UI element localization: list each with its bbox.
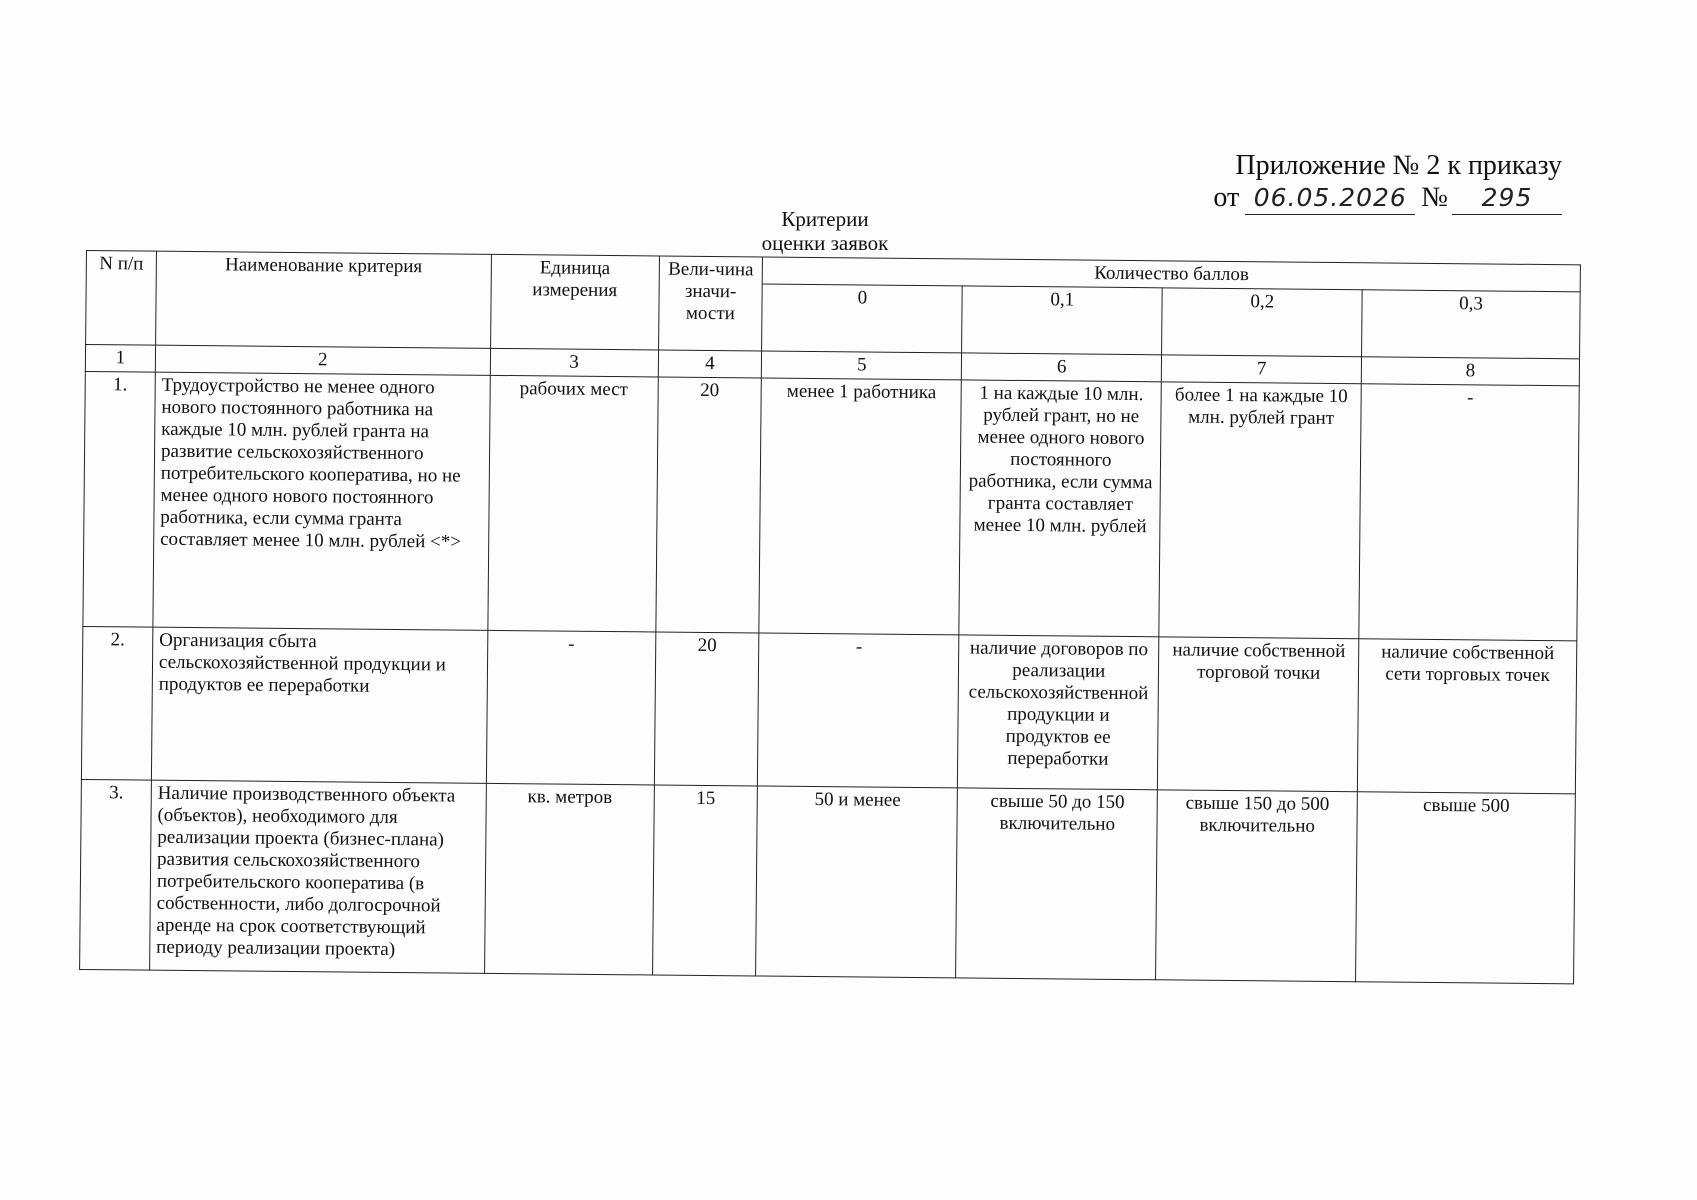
row-points-03: свыше 500 — [1356, 792, 1576, 984]
row-criterion: Организация сбыта сельскохозяйственной продукции и продуктов ее переработки — [151, 627, 487, 783]
appendix-title: Приложение № 2 к приказу — [1235, 150, 1562, 181]
column-number: 8 — [1361, 357, 1579, 386]
row-points-03: наличие собственной сети торговых точек — [1357, 639, 1576, 794]
row-value: 20 — [654, 632, 759, 786]
order-date: 06.05.2026 — [1245, 182, 1415, 215]
row-unit: рабочих мест — [488, 375, 658, 632]
column-number: 7 — [1162, 355, 1362, 384]
row-unit: кв. метров — [484, 783, 654, 975]
header-name: Наименование критерия — [156, 251, 492, 348]
table-row — [80, 779, 1576, 983]
header-points-01: 0,1 — [962, 286, 1163, 355]
number-label: № — [1421, 182, 1448, 213]
column-number: 6 — [962, 353, 1162, 382]
table-row — [81, 626, 1576, 793]
row-criterion: Наличие производственного объекта (объектов), необходимого для реализации проекта (бизнес-плана) развития сельскохозяйственного потребительского кооператива (в собственности, либо долгосрочной аренде на срок соответствующий периоду реализации проекта) — [150, 780, 487, 973]
row-points-0: менее 1 работника — [759, 378, 961, 635]
row-criterion: Трудоустройство не менее одного нового постоянного работника на каждые 10 млн. рублей гранта на развитие сельскохозяйственного потребительского кооператива, но не менее одного нового постоянного работника, если сумма гранта составляет менее 10 млн. рублей <*> — [153, 372, 490, 630]
row-points-0: 50 и менее — [756, 786, 958, 978]
row-points-01: наличие договоров по реализации сельскохозяйственной продукции и продуктов ее переработки — [958, 635, 1159, 790]
document-title: Критерии — [781, 207, 869, 231]
row-value: 15 — [652, 785, 758, 976]
order-number: 295 — [1452, 182, 1562, 215]
header-points-02: 0,2 — [1162, 288, 1363, 357]
row-points-02: наличие собственной торговой точки — [1158, 637, 1359, 792]
row-num: 3. — [80, 779, 152, 970]
header-value: Вели-чина значи-мости — [658, 256, 763, 351]
header-num: N п/п — [86, 251, 157, 346]
column-number: 4 — [658, 350, 762, 378]
header-points-03: 0,3 — [1362, 290, 1580, 359]
column-number: 1 — [85, 345, 155, 373]
row-points-02: свыше 150 до 500 включительно — [1156, 790, 1358, 982]
row-points-03: - — [1359, 384, 1579, 641]
row-unit: - — [486, 630, 655, 785]
row-num: 2. — [81, 626, 152, 780]
header-points: Количество баллов — [763, 257, 1581, 292]
column-number: 5 — [762, 351, 962, 380]
table-row — [83, 371, 1579, 640]
column-number: 2 — [155, 345, 490, 375]
row-points-02: более 1 на каждые 10 млн. рублей грант — [1159, 382, 1361, 639]
document-subtitle: оценки заявок — [761, 231, 889, 255]
row-points-01: свыше 50 до 150 включительно — [956, 788, 1158, 980]
row-num: 1. — [83, 371, 155, 627]
header-unit: Единица измерения — [490, 254, 659, 350]
row-value: 20 — [655, 377, 761, 633]
row-points-0: - — [758, 633, 959, 788]
from-label: от — [1213, 182, 1240, 213]
row-points-01: 1 на каждые 10 млн. рублей грант, но не менее одного нового постоянного работника, если сумма гранта составляет менее 10 млн. рублей — [959, 380, 1161, 637]
criteria-table — [79, 250, 1581, 984]
header-points-0: 0 — [762, 284, 962, 353]
appendix-header — [1213, 150, 1562, 215]
column-number: 3 — [490, 348, 658, 377]
